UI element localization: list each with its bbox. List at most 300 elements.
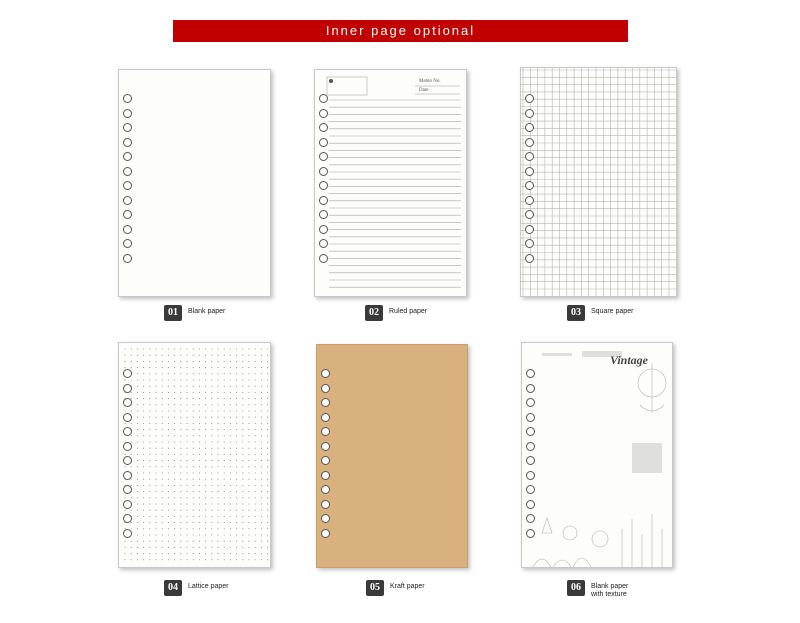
lattice-dot [149,410,150,411]
lattice-dot [248,398,249,399]
lattice-dot [242,435,243,436]
lattice-dot [230,429,231,430]
lattice-dot [242,541,243,542]
lattice-dot [174,553,175,554]
binder-hole [321,456,330,465]
lattice-dot [205,361,206,362]
lattice-dot [230,541,231,542]
lattice-dot [149,479,150,480]
lattice-dot [162,503,163,504]
lattice-dot [255,516,256,517]
lattice-dot [230,479,231,480]
lattice-dot [255,398,256,399]
lattice-dot [186,361,187,362]
lattice-dot [236,386,237,387]
lattice-dot [199,373,200,374]
lattice-dot [230,441,231,442]
lattice-dot [168,355,169,356]
lattice-dot [255,491,256,492]
lattice-dot [199,423,200,424]
lattice-dot [124,361,125,362]
lattice-dot [124,355,125,356]
lattice-dot [199,559,200,560]
lattice-dot [155,497,156,498]
lattice-dot [149,541,150,542]
binder-hole [526,471,535,480]
lattice-dot [217,528,218,529]
lattice-dot [199,534,200,535]
lattice-dot [248,454,249,455]
lattice-dot [168,460,169,461]
lattice-dot [162,528,163,529]
lattice-dot [168,386,169,387]
lattice-dot [137,379,138,380]
kraft-paper-sample [316,344,468,568]
lattice-dot [168,398,169,399]
lattice-dot [242,491,243,492]
binder-hole [526,384,535,393]
lattice-dot [248,541,249,542]
ruled-paper-sample [314,69,467,297]
option-number: 06 [567,580,585,596]
lattice-dot [149,429,150,430]
lattice-dot [224,429,225,430]
lattice-dot [180,497,181,498]
lattice-dot [248,466,249,467]
lattice-dot [255,460,256,461]
lattice-dot [193,435,194,436]
lattice-dot [267,367,268,368]
lattice-dot [242,528,243,529]
binder-hole [123,167,132,176]
lattice-dot [236,491,237,492]
lattice-dot [174,491,175,492]
lattice-dot [149,355,150,356]
lattice-dot [242,423,243,424]
lattice-paper-sample [118,342,271,568]
lattice-dot [162,392,163,393]
lattice-dot [255,541,256,542]
lattice-dot [261,367,262,368]
lattice-dot [168,373,169,374]
lattice-dot [162,441,163,442]
lattice-dot [205,404,206,405]
lattice-dot [230,386,231,387]
lattice-dot [205,479,206,480]
lattice-dot [211,528,212,529]
lattice-dot [155,547,156,548]
lattice-dot [155,348,156,349]
lattice-dot [205,355,206,356]
lattice-dot [168,510,169,511]
lattice-dot [162,448,163,449]
binder-hole [525,210,534,219]
lattice-dot [230,361,231,362]
lattice-dot [168,522,169,523]
binder-hole [526,514,535,523]
lattice-dot [137,417,138,418]
lattice-dot [168,472,169,473]
lattice-dot [193,429,194,430]
lattice-dot [217,423,218,424]
lattice-dot [143,466,144,467]
lattice-dot [255,379,256,380]
lattice-dot [199,379,200,380]
lattice-dot [174,448,175,449]
lattice-dot [255,547,256,548]
lattice-dot [230,472,231,473]
lattice-dot [248,373,249,374]
binder-hole [319,138,328,147]
lattice-dot [224,448,225,449]
lattice-dot [248,534,249,535]
lattice-dot [168,454,169,455]
lattice-dot [180,429,181,430]
lattice-dot [267,472,268,473]
lattice-dot [236,423,237,424]
lattice-dot [137,460,138,461]
lattice-dot [174,466,175,467]
lattice-dot [224,547,225,548]
lattice-dot [162,466,163,467]
lattice-dot [199,355,200,356]
lattice-dot [211,448,212,449]
lattice-dot [267,348,268,349]
lattice-dot [242,355,243,356]
lattice-dot [242,404,243,405]
lattice-dot [199,404,200,405]
lattice-dot [205,528,206,529]
lattice-dot [193,404,194,405]
lattice-dot [174,404,175,405]
lattice-dot [236,448,237,449]
lattice-dot [205,398,206,399]
option-label: Blank paper with texture [591,583,629,598]
lattice-dot [261,398,262,399]
lattice-dot [230,410,231,411]
lattice-dot [261,404,262,405]
lattice-dot [174,386,175,387]
lattice-dot [242,497,243,498]
lattice-dot [236,479,237,480]
lattice-dot [261,435,262,436]
lattice-dot [186,503,187,504]
binder-hole [321,514,330,523]
lattice-dot [236,510,237,511]
lattice-dot [149,510,150,511]
lattice-dot [199,435,200,436]
lattice-dot [255,355,256,356]
binder-hole [525,225,534,234]
lattice-dot [236,373,237,374]
lattice-dot [211,466,212,467]
binder-hole [525,123,534,132]
lattice-dot [224,460,225,461]
lattice-dot [242,547,243,548]
binder-hole [123,427,132,436]
lattice-dot [137,503,138,504]
lattice-dot [217,379,218,380]
lattice-dot [137,392,138,393]
lattice-dot [230,516,231,517]
option-label: Blank paper [188,308,226,315]
date-label: Date [419,88,429,93]
lattice-dot [162,410,163,411]
lattice-dot [162,510,163,511]
lattice-dot [224,516,225,517]
memo-label: Memo No. [419,79,441,84]
lattice-dot [180,410,181,411]
lattice-dot [224,348,225,349]
lattice-dot [236,485,237,486]
lattice-dot [217,355,218,356]
lattice-dot [255,417,256,418]
binder-hole [123,152,132,161]
lattice-dot [162,485,163,486]
lattice-dot [168,559,169,560]
binder-hole [123,529,132,538]
ruled-lines [315,70,467,297]
binder-hole [525,167,534,176]
lattice-dot [162,367,163,368]
lattice-dot [168,348,169,349]
lattice-dot [242,367,243,368]
binder-hole [319,210,328,219]
lattice-dot [162,522,163,523]
lattice-dot [199,553,200,554]
lattice-dot [267,373,268,374]
lattice-dot [174,503,175,504]
lattice-dot [267,441,268,442]
lattice-dot [224,479,225,480]
option-number: 04 [164,580,182,596]
lattice-dot [180,417,181,418]
lattice-dot [242,441,243,442]
binder-hole [123,471,132,480]
lattice-dot [236,466,237,467]
lattice-dot [131,348,132,349]
lattice-dot [149,553,150,554]
lattice-dot [137,410,138,411]
lattice-dot [236,534,237,535]
lattice-dot [205,553,206,554]
lattice-dot [193,522,194,523]
lattice-dot [230,379,231,380]
lattice-dot [211,355,212,356]
lattice-dot [180,379,181,380]
lattice-dot [255,348,256,349]
lattice-dot [199,392,200,393]
lattice-dot [193,373,194,374]
lattice-dot [137,534,138,535]
lattice-dot [186,392,187,393]
lattice-dot [162,547,163,548]
lattice-dot [248,516,249,517]
lattice-dot [180,448,181,449]
lattice-dot [162,479,163,480]
lattice-dot [162,553,163,554]
lattice-dot [149,534,150,535]
caption-blank-paper [164,305,225,321]
lattice-dot [236,417,237,418]
lattice-dot [261,392,262,393]
binder-hole [319,94,328,103]
lattice-dot [186,522,187,523]
lattice-dot [236,441,237,442]
lattice-dot [143,348,144,349]
lattice-dot [124,367,125,368]
lattice-dot [236,348,237,349]
lattice-dot [248,435,249,436]
lattice-dot [124,348,125,349]
lattice-dot [236,472,237,473]
lattice-dot [261,429,262,430]
lattice-dot [211,404,212,405]
lattice-dot [174,522,175,523]
lattice-dot [236,541,237,542]
lattice-dot [217,429,218,430]
lattice-dot [267,547,268,548]
lattice-dot [205,510,206,511]
lattice-dot [217,491,218,492]
lattice-dot [230,355,231,356]
lattice-dot [149,491,150,492]
lattice-dot [124,410,125,411]
lattice-dot [217,361,218,362]
lattice-dot [180,392,181,393]
lattice-dot [261,361,262,362]
lattice-dot [193,417,194,418]
lattice-dot [242,398,243,399]
lattice-dot [168,423,169,424]
lattice-dot [255,361,256,362]
lattice-dot [267,485,268,486]
lattice-dot [143,398,144,399]
lattice-dot [137,448,138,449]
lattice-dot [205,423,206,424]
lattice-dot [224,497,225,498]
lattice-dot [143,435,144,436]
lattice-dot [217,460,218,461]
lattice-dot [267,417,268,418]
lattice-dot [137,485,138,486]
lattice-dot [131,392,132,393]
lattice-dot [180,373,181,374]
lattice-dot [162,559,163,560]
binder-hole [526,500,535,509]
lattice-dot [242,516,243,517]
lattice-dot [124,423,125,424]
lattice-dot [199,348,200,349]
lattice-dot [255,522,256,523]
lattice-dot [248,503,249,504]
square-paper-sample [520,67,677,297]
lattice-dot [217,373,218,374]
lattice-dot [149,417,150,418]
lattice-dot [224,423,225,424]
lattice-dot [199,510,200,511]
lattice-dot [236,361,237,362]
lattice-dot [137,398,138,399]
lattice-dot [193,497,194,498]
lattice-dot [186,510,187,511]
lattice-dot [242,510,243,511]
lattice-dot [205,472,206,473]
option-label: Square paper [591,308,634,315]
caption-ruled-paper [365,305,427,321]
lattice-dot [211,491,212,492]
lattice-dot [168,379,169,380]
lattice-dot [248,448,249,449]
lattice-dot [193,553,194,554]
lattice-dot [224,373,225,374]
lattice-dot [230,392,231,393]
lattice-dot [180,472,181,473]
lattice-dot [230,454,231,455]
lattice-dot [168,441,169,442]
lattice-dot [180,510,181,511]
lattice-dot [186,528,187,529]
lattice-dot [242,392,243,393]
lattice-dot [155,559,156,560]
lattice-dot [168,553,169,554]
lattice-dot [162,491,163,492]
binder-hole [319,239,328,248]
lattice-dot [211,541,212,542]
lattice-dot [248,429,249,430]
lattice-dot [143,528,144,529]
lattice-dot [199,454,200,455]
lattice-dot [217,541,218,542]
lattice-dot [199,485,200,486]
lattice-dot [174,534,175,535]
lattice-dot [174,379,175,380]
lattice-dot [242,460,243,461]
lattice-dot [217,534,218,535]
lattice-dot [193,541,194,542]
lattice-dot [155,522,156,523]
lattice-dot [193,479,194,480]
lattice-dot [143,553,144,554]
lattice-dot [180,485,181,486]
lattice-dot [137,429,138,430]
lattice-dot [131,454,132,455]
lattice-dot [186,355,187,356]
lattice-dot [193,441,194,442]
lattice-dot [174,454,175,455]
lattice-dot [205,367,206,368]
lattice-dot [155,435,156,436]
binder-hole [526,529,535,538]
lattice-dot [267,479,268,480]
lattice-dot [124,497,125,498]
lattice-dot [137,466,138,467]
lattice-dot [255,423,256,424]
blank-paper-sample [118,69,271,297]
lattice-dot [217,410,218,411]
lattice-dot [217,448,218,449]
lattice-dot [180,441,181,442]
lattice-dot [149,522,150,523]
lattice-dot [174,361,175,362]
lattice-dot [180,386,181,387]
lattice-dot [236,355,237,356]
lattice-dot [224,404,225,405]
lattice-dot [261,491,262,492]
lattice-dot [180,466,181,467]
lattice-dot [199,522,200,523]
lattice-dot [149,441,150,442]
